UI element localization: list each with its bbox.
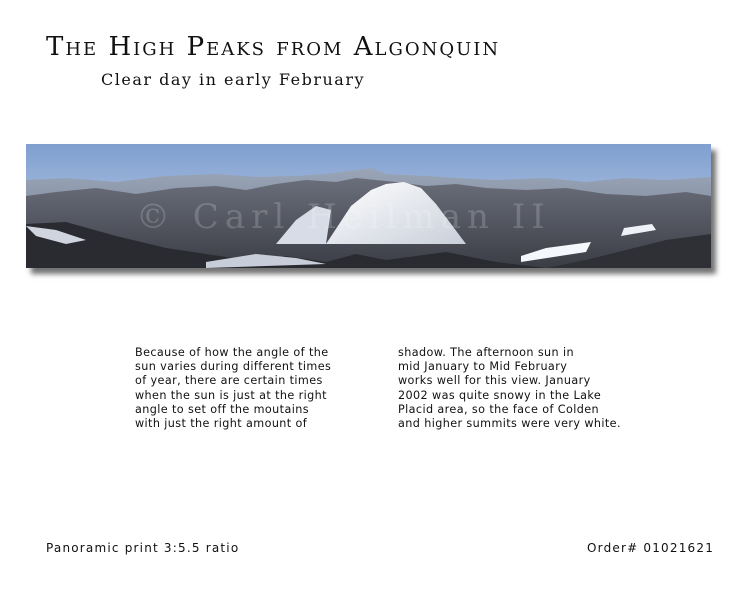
page-subtitle: Clear day in early February [101,70,366,89]
order-number: Order# 01021621 [587,541,715,555]
description-left-column: Because of how the angle of the sun varies during different times of year, there are certain times when the sun is just at the right angle to set off the moutains with just the right amount of [135,346,332,431]
panorama-photo [26,144,711,268]
watermark: © Carl Heilman II [136,197,551,237]
description-right-column: shadow. The afternoon sun in mid January to Mid February works well for this view. January 2002 was quite snowy in the Lake Placid area, so the face of Colden and higher summits were very white. [398,346,621,431]
print-info: Panoramic print 3:5.5 ratio [46,541,240,555]
page-title: The High Peaks from Algonquin [46,32,501,62]
